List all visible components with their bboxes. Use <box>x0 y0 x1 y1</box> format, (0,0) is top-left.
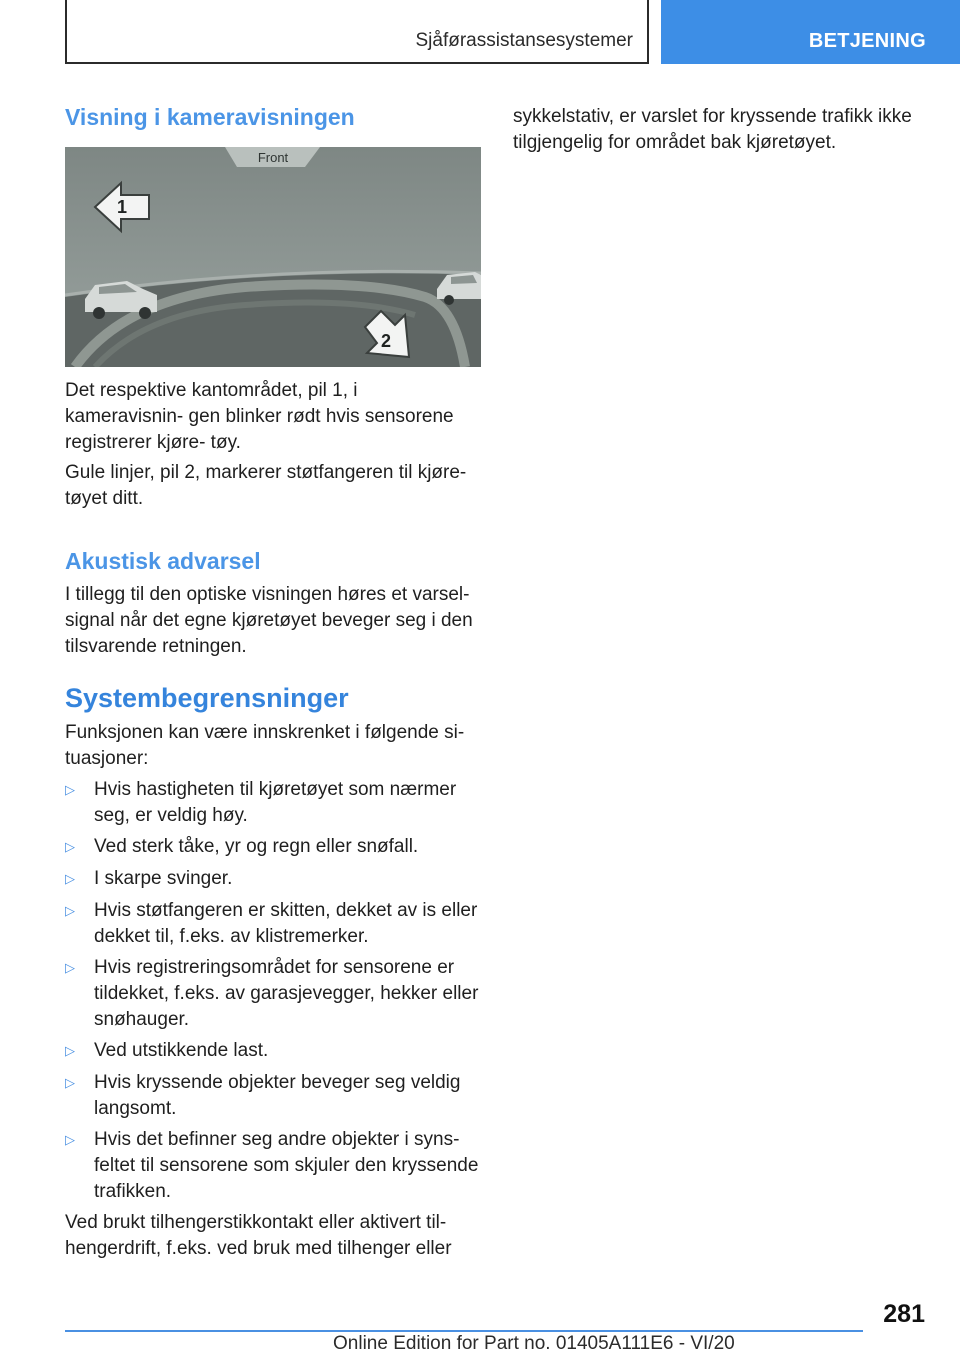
footer-divider <box>65 1330 863 1332</box>
list-item-text: I skarpe svinger. <box>94 868 233 889</box>
list-item-text: Hvis det befinner seg andre objekter i syns‐ feltet til sensorene som skjuler den kryssende trafikken. <box>94 1129 479 1202</box>
arrow-2-label: 2 <box>380 331 392 351</box>
list-item-text: Ved utstikkende last. <box>94 1040 269 1061</box>
triangle-bullet-icon: ▷ <box>65 960 75 975</box>
arrow-1-label: 1 <box>116 197 128 217</box>
camera-view-illustration <box>65 147 481 367</box>
paragraph-continuation: sykkelstativ, er varslet for kryssende trafikk ikke tilgjengelig for området bak kjøretøyet. <box>513 106 912 153</box>
list-item-text: Hvis hastigheten til kjøretøyet som nærmer seg, er veldig høy. <box>94 779 457 826</box>
triangle-bullet-icon: ▷ <box>65 1132 75 1147</box>
paragraph-trailer: Ved brukt tilhengerstikkontakt eller aktivert til‐ hengerdrift, f.eks. ved bruk med tilhenger eller <box>65 1212 452 1259</box>
edition-footer: Online Edition for Part no. 01405A111E6 - VI/20 <box>333 1333 735 1354</box>
section-title: BETJENING <box>808 30 926 52</box>
paragraph-acoustic: I tillegg til den optiske visningen høres et varsel‐ signal når det egne kjøretøyet beveger seg i den tilsvarende retningen. <box>65 584 473 657</box>
front-label: Front <box>257 150 289 165</box>
triangle-bullet-icon: ▷ <box>65 1043 75 1058</box>
chapter-header <box>65 0 649 64</box>
list-item-text: Hvis registreringsområdet for sensorene er tildekket, f.eks. av garasjevegger, hekker eller snøhauger. <box>94 957 479 1030</box>
heading-camera-view: Visning i kameravisningen <box>65 104 355 130</box>
triangle-bullet-icon: ▷ <box>65 839 75 854</box>
list-item-text: Ved sterk tåke, yr og regn eller snøfall. <box>94 836 419 857</box>
paragraph-edge-area: Det respektive kantområdet, pil 1, i kameravisnin‐ gen blinker rødt hvis sensorene registrerer kjøre‐ tøy. <box>65 380 454 453</box>
paragraph-yellow-lines: Gule linjer, pil 2, markerer støtfangeren til kjøre‐ tøyet ditt. <box>65 462 467 509</box>
paragraph-limits-intro: Funksjonen kan være innskrenket i følgende si‐ tuasjoner: <box>65 722 465 769</box>
triangle-bullet-icon: ▷ <box>65 871 75 886</box>
heading-acoustic-warning: Akustisk advarsel <box>65 548 261 574</box>
triangle-bullet-icon: ▷ <box>65 782 75 797</box>
page-number: 281 <box>883 1300 925 1328</box>
triangle-bullet-icon: ▷ <box>65 1075 75 1090</box>
section-tab <box>661 0 960 64</box>
list-item-text: Hvis kryssende objekter beveger seg veldig langsomt. <box>94 1072 461 1119</box>
list-item-text: Hvis støtfangeren er skitten, dekket av is eller dekket til, f.eks. av klistremerker. <box>94 900 478 947</box>
triangle-bullet-icon: ▷ <box>65 903 75 918</box>
heading-system-limits: Systembegrensninger <box>65 683 349 713</box>
chapter-title: Sjåførassistansesystemer <box>415 30 633 51</box>
